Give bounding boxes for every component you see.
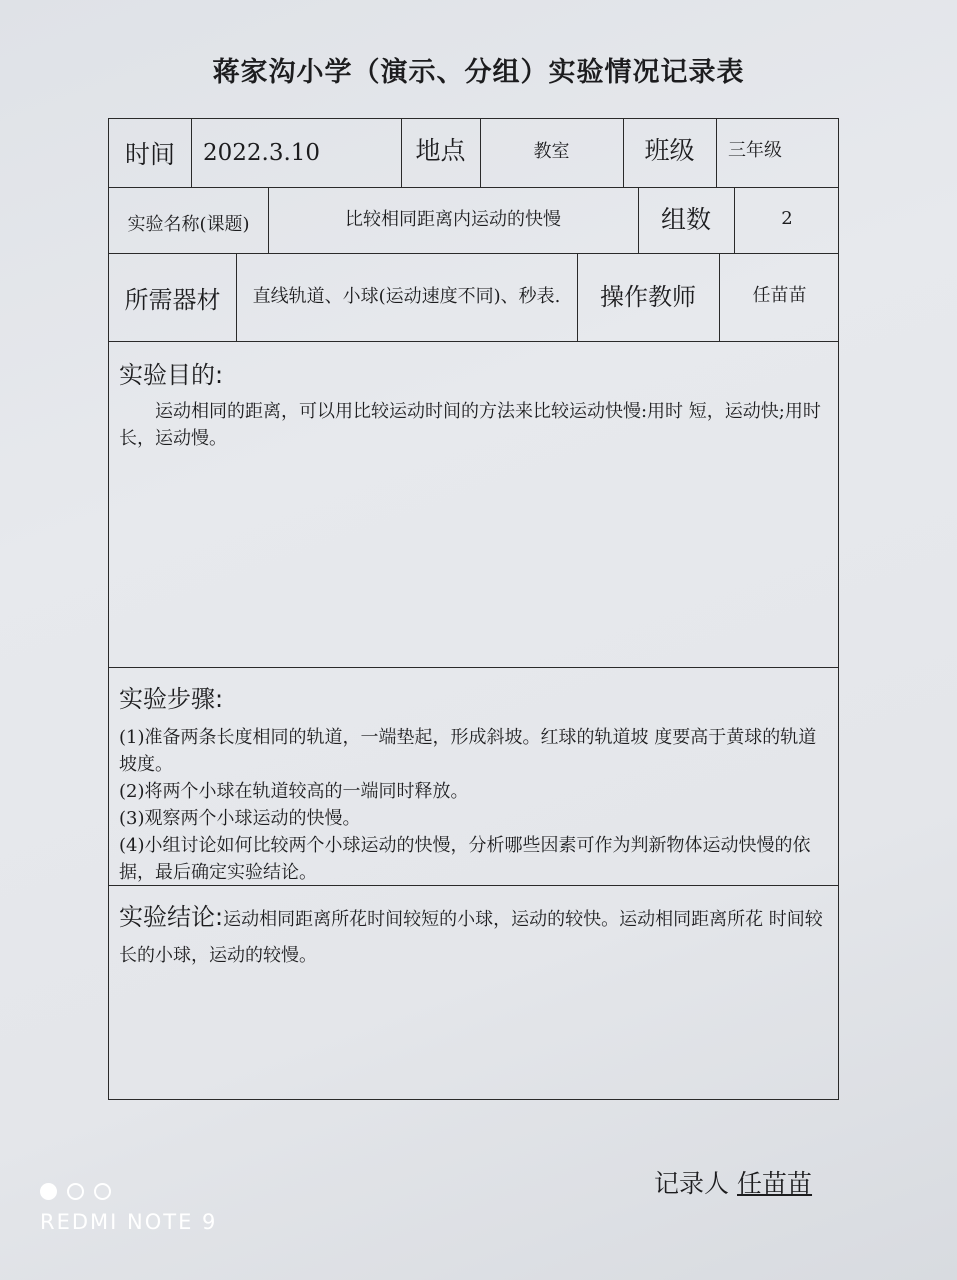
watermark-dots bbox=[40, 1183, 217, 1200]
purpose-title: 实验目的: bbox=[119, 361, 224, 389]
recorder-line bbox=[654, 1164, 812, 1200]
camera-watermark bbox=[40, 1183, 217, 1234]
step-item: (3)观察两个小球运动的快慢。 bbox=[119, 808, 361, 829]
materials-label: 所需器材 bbox=[124, 285, 221, 314]
time-value: 2022.3.10 bbox=[203, 140, 321, 166]
teacher-label: 操作教师 bbox=[600, 282, 696, 311]
watermark-brand: REDMI NOTE 9 bbox=[40, 1210, 218, 1234]
teacher-value: 任苗苗 bbox=[752, 285, 807, 306]
groups-label: 组数 bbox=[660, 205, 711, 234]
steps-title: 实验步骤: bbox=[119, 685, 224, 713]
place-value: 教室 bbox=[533, 141, 570, 162]
step-item: (2)将两个小球在轨道较高的一端同时释放。 bbox=[119, 781, 469, 802]
dot-icon bbox=[40, 1183, 57, 1200]
purpose-section bbox=[109, 341, 838, 667]
record-form bbox=[108, 118, 839, 1100]
form-title: 蒋家沟小学（演示、分组）实验情况记录表 bbox=[212, 57, 745, 88]
steps-list bbox=[119, 724, 830, 886]
dot-icon bbox=[94, 1183, 111, 1200]
place-label: 地点 bbox=[415, 136, 466, 165]
recorder-name: 任苗苗 bbox=[737, 1169, 813, 1198]
class-label: 班级 bbox=[644, 136, 695, 165]
purpose-text: 运动相同的距离，可以用比较运动时间的方法来比较运动快慢:用时 短，运动快;用时长，运动慢。 bbox=[119, 401, 821, 449]
step-item: (1)准备两条长度相同的轨道，一端垫起，形成斜坡。红球的轨道坡 度要高于黄球的轨道坡度。 bbox=[119, 727, 817, 775]
conclusion-title: 实验结论: bbox=[119, 903, 224, 931]
conclusion-section bbox=[109, 885, 838, 1099]
class-value: 三年级 bbox=[728, 140, 782, 161]
experiment-name-label: 实验名称(课题) bbox=[127, 214, 250, 235]
materials-value: 直线轨道、小球(运动速度不同)、秒表. bbox=[252, 286, 561, 307]
step-item: (4)小组讨论如何比较两个小球运动的快慢，分析哪些因素可作为判新物体运动快慢的依据，最后确定实验结论。 bbox=[119, 835, 811, 883]
time-label: 时间 bbox=[124, 140, 175, 169]
groups-value: 2 bbox=[781, 207, 793, 229]
dot-icon bbox=[67, 1183, 84, 1200]
conclusion-text: 运动相同距离所花时间较短的小球，运动的较快。运动相同距离所花 时间较长的小球，运动的较慢。 bbox=[119, 909, 823, 966]
steps-section bbox=[109, 667, 838, 885]
recorder-label: 记录人 bbox=[654, 1169, 730, 1198]
experiment-name-value: 比较相同距离内运动的快慢 bbox=[345, 209, 561, 230]
